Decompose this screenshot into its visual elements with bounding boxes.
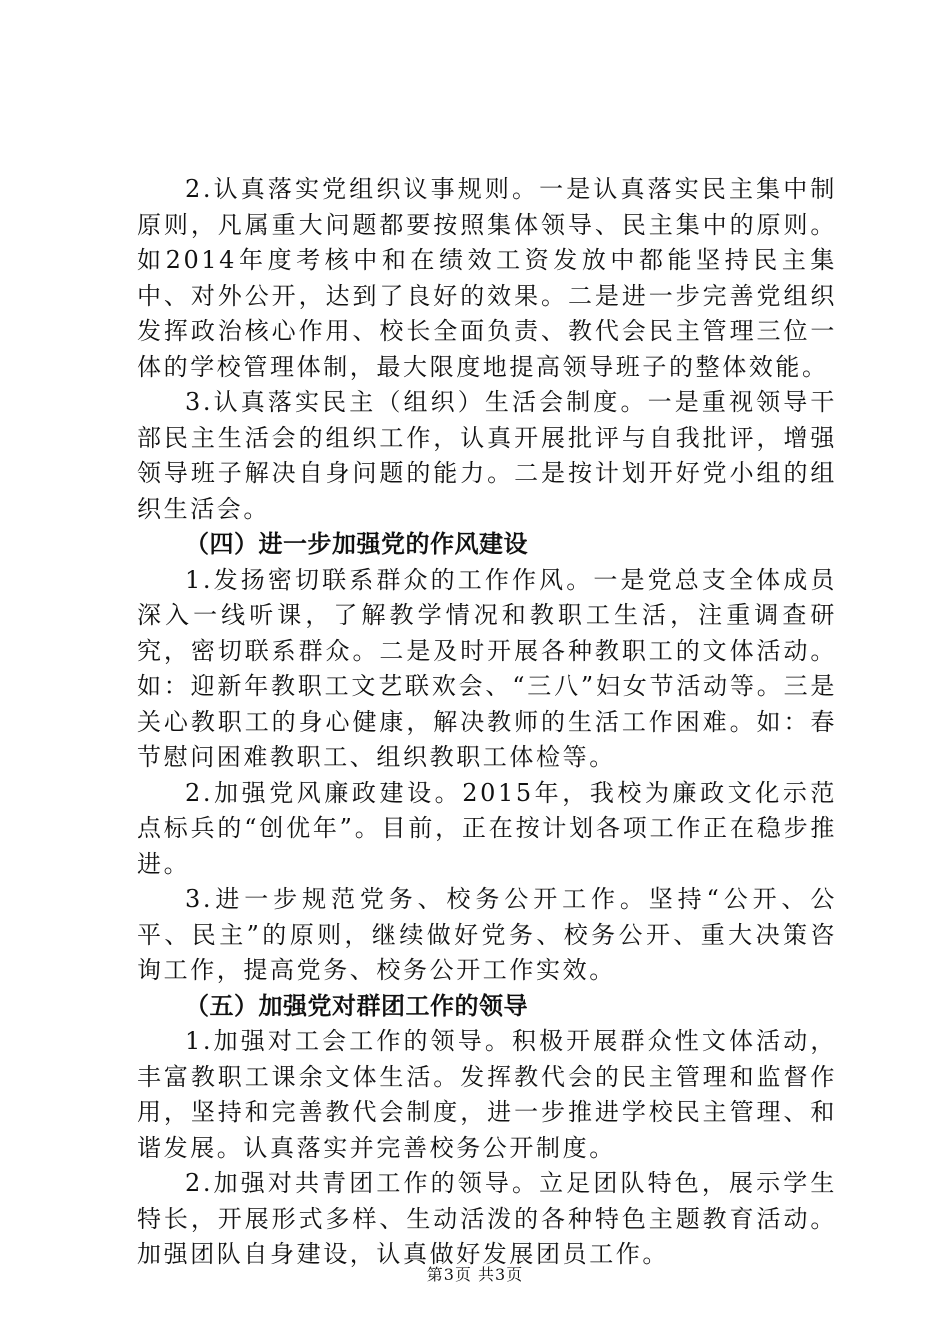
paragraph-democratic-life: 3.认真落实民主（组织）生活会制度。一是重视领导干部民主生活会的组织工作，认真开展批评与自我批评，增强领导班子解决自身问题的能力。二是按计划开好党小组的组织生活会。 — [137, 388, 837, 523]
section-heading-4: （四）进一步加强党的作风建设 — [185, 530, 528, 558]
paragraph-union: 1.加强对工会工作的领导。积极开展群众性文体活动，丰富教职工课余文体生活。发挥教代会的民主管理和监督作用，坚持和完善教代会制度，进一步推进学校民主管理、和谐发展。认真落实并完善校务公开制度。 — [137, 1027, 837, 1162]
paragraph-youth-league: 2.加强对共青团工作的领导。立足团队特色，展示学生特长，开展形式多样、生动活泼的各种特色主题教育活动。加强团队自身建设，认真做好发展团员工作。 — [137, 1169, 837, 1268]
paragraph-integrity: 2.加强党风廉政建设。2015年，我校为廉政文化示范点标兵的“创优年”。目前，正在按计划各项工作正在稳步推进。 — [137, 778, 837, 878]
document-body — [137, 172, 837, 1273]
page-footer — [0, 1262, 950, 1285]
paragraph-mass-line: 1.发扬密切联系群众的工作作风。一是党总支全体成员深入一线听课，了解教学情况和教职工生活，注重调查研究，密切联系群众。二是及时开展各种教职工的文体活动。如：迎新年教职工文艺联欢会、“三八”妇女节活动等。三是关心教职工的身心健康，解决教师的生活工作困难。如：春节慰问困难教职工、组织教职工体检等。 — [137, 565, 837, 771]
section-heading-5: （五）加强党对群团工作的领导 — [185, 991, 528, 1020]
paragraph-openness: 3.进一步规范党务、校务公开工作。坚持“公开、公平、民主”的原则，继续做好党务、校务公开、重大决策咨询工作，提高党务、校务公开工作实效。 — [137, 885, 837, 984]
page-number: 第3页 共3页 — [426, 1265, 524, 1284]
paragraph-party-rules: 2.认真落实党组织议事规则。一是认真落实民主集中制原则，凡属重大问题都要按照集体领导、民主集中的原则。如2014年度考核中和在绩效工资发放中都能坚持民主集中、对外公开，达到了良好的效果。二是进一步完善党组织发挥政治核心作用、校长全面负责、教代会民主管理三位一体的学校管理体制，最大限度地提高领导班子的整体效能。 — [137, 175, 837, 381]
